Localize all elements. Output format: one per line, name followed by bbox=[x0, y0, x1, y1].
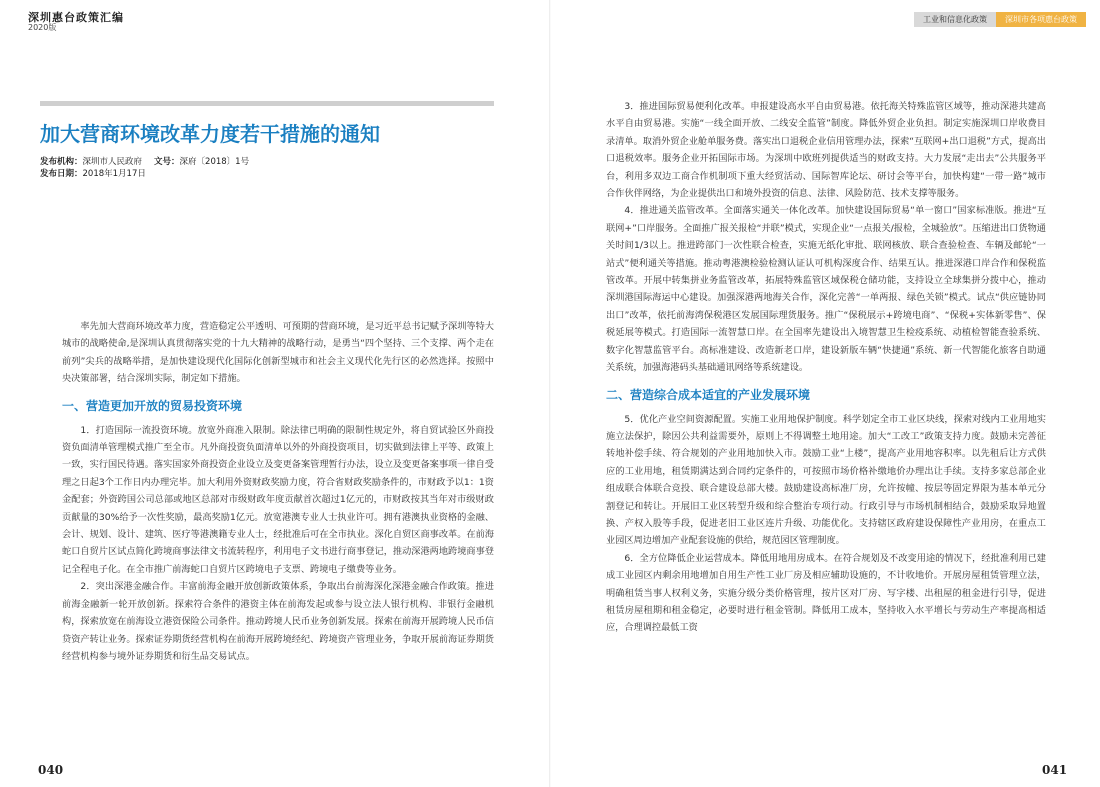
section-heading-2: 二、营造综合成本适宜的产业发展环境 bbox=[606, 387, 811, 402]
title-divider-bar bbox=[40, 101, 494, 106]
section-heading-1: 一、营造更加开放的贸易投资环境 bbox=[62, 398, 243, 413]
right-text-column bbox=[606, 98, 1046, 637]
paragraph-4: 4．推进通关监管改革。全面落实通关一体化改革。加快建设国际贸易“单一窗口”国家标准版。推进“互联网+”口岸服务。全面推广报关报检“并联”模式，实现企业“一点报关/报检，全城验放”。压缩进出口货物通关时间1/3以上。推进跨部门一次性联合检查，实施无纸化审批、联网核放、联合查验检查、车辆及邮轮“一站式”便利通关等措施。推动粤港澳检验检测认证认可机构深度合作、结果互认。推进深港口岸合作和保税监管改革。开展中转集拼业务监管改革，拓展特殊监管区域保税仓储功能，支持设立全球集拼分拨中心，推动深圳港国际海运中心建设。加强深港两地海关合作，深化完善“一单两报、绿色关锁”模式。试点“供应链协同出口”改革，依托前海湾保税港区发展国际理货服务。推广“保税展示+跨境电商”、“保税+实体新零售”、保税延展等模式。打造国际一流智慧口岸。在全国率先建设出入境智慧卫生检疫系统、动植检智能查验系统、数字化智慧监管平台。高标准建设、改造新老口岸，建设新版车辆“快捷通”系统、新一代智能化旅客自助通关系统，加强海港码头基础通讯网络等系统建设。 bbox=[606, 205, 1046, 374]
right-page bbox=[550, 0, 1100, 787]
issuer-label: 发布机构： bbox=[40, 157, 83, 167]
document-title: 加大营商环境改革力度若干措施的通知 bbox=[40, 122, 380, 146]
category-tag: 工业和信息化政策 bbox=[914, 12, 996, 27]
doc-no-value: 深府〔2018〕1号 bbox=[179, 157, 250, 167]
intro-paragraph: 率先加大营商环境改革力度，营造稳定公平透明、可预期的营商环境，是习近平总书记赋予深圳等特大城市的战略使命,是深圳认真贯彻落实党的十九大精神的战略行动，是勇当“四个坚持、三个支撑、两个走在前列”尖兵的战略举措，是加快建设现代化国际化创新型城市和社会主义现代化先行区的必然选择。按照中央决策部署，结合深圳实际，制定如下措施。 bbox=[62, 321, 494, 385]
paragraph-2: 2．突出深港金融合作。丰富前海金融开放创新政策体系，争取出台前海深化深港金融合作政策。推进前海金融新一轮开放创新。探索符合条件的港资主体在前海发起或参与设立法人银行机构、非银行金融机构，探索放宽在前海设立港资保险公司条件。推动跨境人民币业务创新发展。探索在前海开展跨境人民币信贷资产转让业务。探索证券期货经营机构在前海开展跨境经纪、跨境资产管理业务，争取开展前海证券期货经营机构参与境外证券期货和衍生品交易试点。 bbox=[62, 581, 494, 662]
paragraph-6: 6．全方位降低企业运营成本。降低用地用房成本。在符合规划及不改变用途的情况下，经批准利用已建成工业园区内剩余用地增加自用生产性工业厂房及相应辅助设施的，不计收地价。开展房屋租赁管理立法，明确租赁当事人权利义务，实施分级分类价格管理，按片区对厂房、写字楼、出租屋的租金进行引导，促进租赁房屋租期和租金稳定，必要时进行租金管制。降低用工成本，坚持收入水平增长与劳动生产率提高相适应，合理调控最低工资 bbox=[606, 552, 1046, 634]
page-number-right: 041 bbox=[1042, 763, 1068, 777]
doc-no-label: 文号： bbox=[154, 157, 180, 167]
document-meta-date bbox=[40, 167, 146, 179]
date-value: 2018年1月17日 bbox=[82, 169, 146, 179]
left-text-column bbox=[62, 318, 494, 665]
book-year: 2020版 bbox=[28, 23, 57, 32]
page-number-left: 040 bbox=[38, 763, 64, 777]
issuer-value: 深圳市人民政府 bbox=[82, 157, 143, 167]
paragraph-3: 3．推进国际贸易便利化改革。申报建设高水平自由贸易港。依托海关特殊监管区域等，推动深港共建高水平自由贸易港。实施“一线全面开放、二线安全监管”制度。降低外贸企业负担。制定实施深圳口岸收费目录清单。取消外贸企业舱单服务费。落实出口退税企业信用管理办法，探索“互联网+出口退税”方式，提高出口退税效率。服务企业开拓国际市场。为深圳中欧班列提供适当的财政支持。大力发展“走出去”公共服务平台，利用多双边工商合作机制项下重大经贸活动、国际智库论坛、研讨会等平台，加快构建“一带一路”城市合作伙伴网络，为企业提供出口和境外投资的信息、法律、风险防范、技术支撑等服务。 bbox=[606, 101, 1046, 200]
paragraph-1: 1．打造国际一流投资环境。放宽外商准入限制。除法律已明确的限制性规定外，将自贸试验区外商投资负面清单管理模式推广至全市。凡外商投资负面清单以外的外商投资项目，切实做到法律上平等、政策上一致，实行国民待遇。落实国家外商投资企业设立及变更备案管理暂行办法，设立及变更备案事项一律自受理之日起3个工作日内办理完毕。加大利用外资财政奖励力度，符合省财政奖励条件的，市财政予以1：1资金配套；外资跨国公司总部或地区总部对市级财政年度贡献首次超过1亿元的，市财政按其当年对市级财政贡献量的30%给予一次性奖励，最高奖励1亿元。放宽港澳专业人士执业许可。拥有港澳执业资格的金融、会计、规划、设计、建筑、医疗等港澳籍专业人士，经批准后可在全市执业。深化自贸区商事改革。在前海蛇口自贸片区试点简化跨境商事法律文书流转程序，利用电子文书进行商事登记，推动深港两地跨境商事登记全程电子化。在全市推广前海蛇口自贸片区跨境电子支票、跨境电子缴费等业务。 bbox=[62, 424, 494, 575]
header-tags bbox=[914, 12, 1086, 27]
section-tag: 深圳市各项惠台政策 bbox=[996, 12, 1086, 27]
paragraph-5: 5．优化产业空间资源配置。实施工业用地保护制度。科学划定全市工业区块线，探索对线内工业用地实施立法保护，除因公共利益需要外，原则上不得调整土地用途。加大“工改工”政策支持力度。鼓励未完善征转地补偿手续、符合规划的产业用地加快入市。鼓励工业“上楼”，提高产业用地容积率。以先租后让方式供应的工业用地，租赁期满达到合同约定条件的，可按照市场价格补缴地价办理出让手续。支持多家总部企业组成联合体联合竞投、联合建设总部大楼。鼓励建设高标准厂房，允许按幢、按层等固定界限为基本单元分割登记和转让。开展旧工业区转型升级和综合整治专项行动。行政引导与市场机制相结合，鼓励采取异地置换、产权入股等手段，促进老旧工业区连片升级、功能优化。支持辖区政府建设保障性产业用房，在重点工业园区周边增加产业配套设施的供给，规范园区管理制度。 bbox=[606, 413, 1046, 547]
document-meta-issuer bbox=[40, 155, 249, 167]
book-title: 深圳惠台政策汇编 bbox=[28, 11, 124, 24]
date-label: 发布日期： bbox=[40, 169, 83, 179]
